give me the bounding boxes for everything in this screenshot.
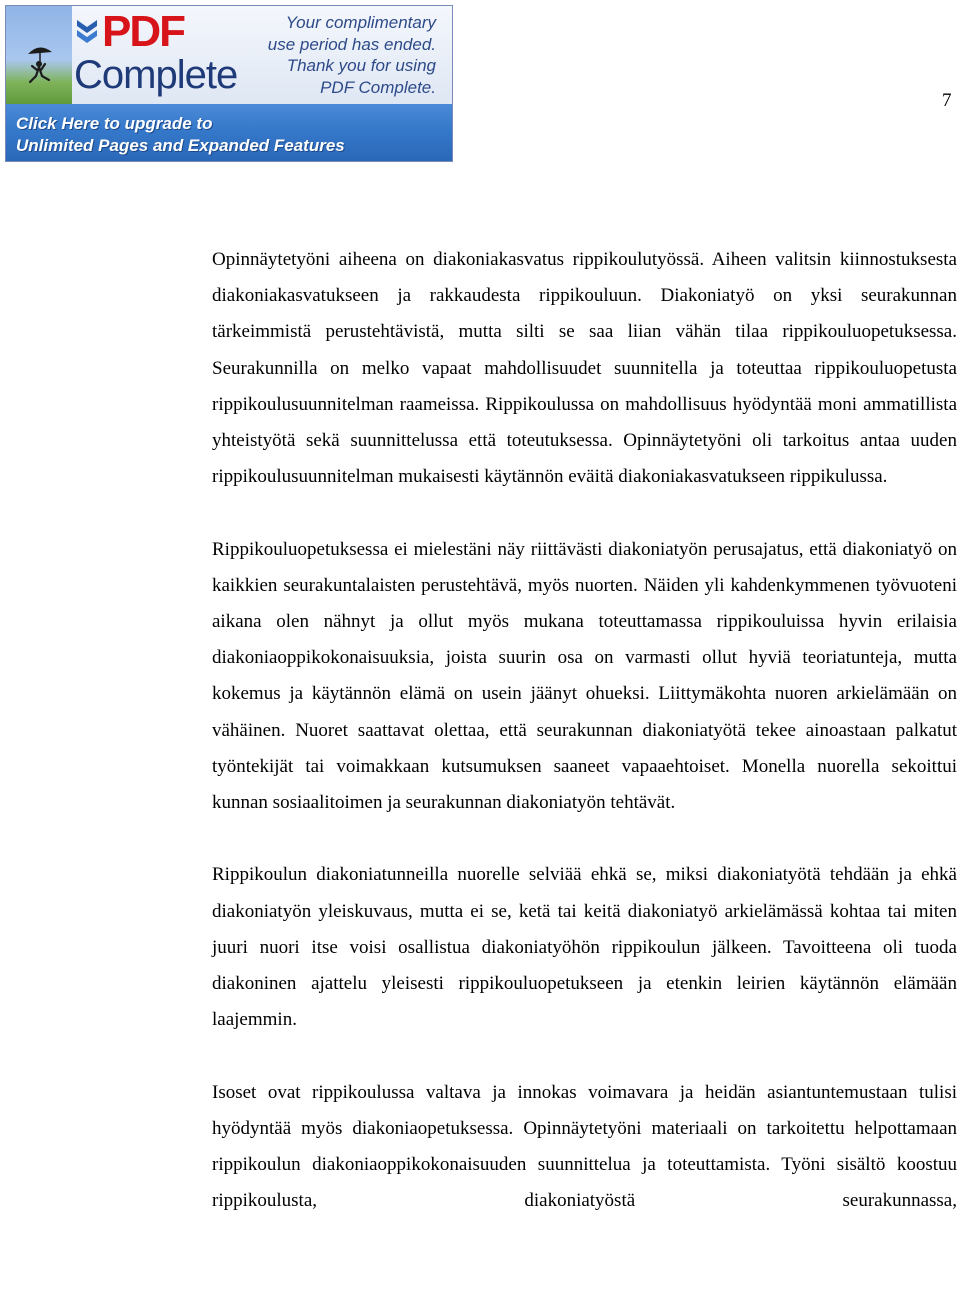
page-number: 7 [942, 90, 952, 111]
upgrade-cta[interactable] [16, 113, 345, 157]
body-paragraph: Opinnäytetyöni aiheena on diakoniakasvatus rippikoulutyössä. Aiheen valitsin kiinnostuksesta diakoniakasvatukseen ja rakkaudesta rippikouluun. Diakoniatyö on yksi seurakunnan tärkeimmistä perustehtävistä, mutta silti se saa liian vähän tilaa rippikouluopetuksessa. Seurakunnilla on melko vapaat mahdollisuudet suunnitella ja toteuttaa rippikouluopetusta rippikoulusuunnitelman raameissa. Rippikoulussa on mahdollisuus hyödyntää moni ammatillista yhteistyötä sekä suunnittelussa että toteutuksessa. Opinnäytetyöni oli tarkoitus antaa uuden rippikoulusuunnitelman mukaisesti käytännön eväitä diakoniakasvatukseen rippikulussa. [212, 249, 957, 488]
tagline-line: PDF Complete. [320, 77, 436, 97]
document-body [212, 242, 957, 1219]
cta-line[interactable]: Click Here to upgrade to [16, 114, 213, 133]
banner-header [6, 6, 452, 104]
pdf-complete-logo [74, 8, 246, 102]
pdf-chevron-icon [74, 16, 100, 52]
upgrade-link[interactable] [6, 104, 452, 162]
tagline-line: Your complimentary [285, 13, 436, 32]
body-paragraph: Rippikoulun diakoniatunneilla nuorelle selviää ehkä se, miksi diakoniatyötä tehdään ja ehkä diakoniatyön yleiskuvaus, mutta ei se, ketä tai keitä diakoniatyö arkielämässä kohtaa tai miten juuri nuori itse voisi osallistua diakoniatyöhön rippikoulun jälkeen. Tavoitteena oli tuoda diakoninen ajattelu yleisesti rippikouluopetukseen ja etenkin leirien käytännön elämään laajemmin. [212, 864, 957, 1031]
logo-pdf-text: PDF [102, 7, 184, 56]
body-paragraph: Isoset ovat rippikoulussa valtava ja innokas voimavara ja heidän asiantuntemustaan tulisi hyödyntää myös diakoniaopetuksessa. Opinnäytetyöni materiaali on tarkoitettu helpottamaan rippikoulun diakoniaoppikokonaisuuden suunnittelua ja toteuttamista. Työni sisältö koostuu rippikoulusta, diakoniatyöstä seurakunnassa, [212, 1081, 957, 1212]
cta-line[interactable]: Unlimited Pages and Expanded Features [16, 136, 345, 155]
umbrella-jumper-image [6, 6, 72, 104]
upgrade-banner[interactable] [5, 5, 453, 162]
logo-complete-text: Complete [74, 53, 238, 97]
body-paragraph: Rippikouluopetuksessa ei mielestäni näy riittävästi diakoniatyön perusajatus, että diakoniatyö on kaikkien seurakuntalaisten perustehtävä, myös nuorten. Näiden yli kahdenkymmenen työvuoteni aikana olen nähnyt ja ollut myös mukana toteuttamassa rippikouluissa hyvin erilaisia diakoniaoppikokonaisuuksia, joista suurin osa on varmasti ollut hyviä teoriatunteja, mutta kokemus ja käytännön elämä on usein jäänyt ohueksi. Liittymäkohta nuoren arkielämään on vähäinen. Nuoret saattavat olettaa, että seurakunnan diakoniatyötä tekee ainoastaan palkatut työntekijät tai voimakkaan kutsumuksen saaneet vapaaehtoiset. Monella nuorella sekoittui kunnan sosiaalitoimen ja seurakunnan diakoniatyön tehtävät. [212, 538, 957, 814]
tagline-line: Thank you for using [286, 56, 436, 75]
banner-tagline [236, 12, 436, 98]
tagline-line: use period has ended. [267, 34, 436, 54]
